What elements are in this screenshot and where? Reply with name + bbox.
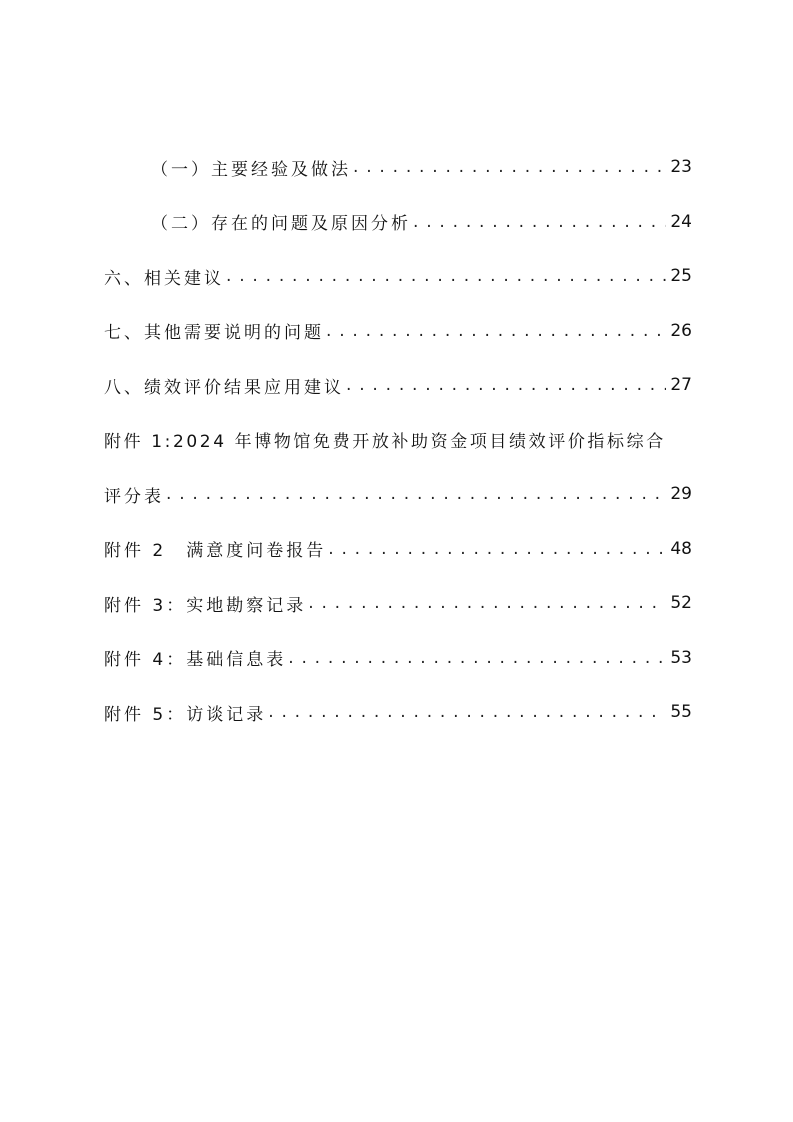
toc-entry-title: （二）存在的问题及原因分析 <box>151 214 411 235</box>
toc-entry[interactable] <box>104 685 692 740</box>
table-of-contents <box>104 140 692 740</box>
toc-entry-wrapped-second-line[interactable] <box>104 467 692 522</box>
toc-page-number: 26 <box>670 320 692 341</box>
toc-page-number: 53 <box>670 647 692 668</box>
toc-page-number: 55 <box>670 702 692 723</box>
toc-entry[interactable] <box>104 140 692 195</box>
toc-entry[interactable] <box>104 358 692 413</box>
toc-entry[interactable] <box>104 576 692 631</box>
toc-entry-title: 附件 3：实地勘察记录 <box>104 595 307 616</box>
toc-entry[interactable] <box>104 631 692 686</box>
toc-entry-title: 六、相关建议 <box>104 268 224 289</box>
toc-entry-title: 附件 4：基础信息表 <box>104 650 287 671</box>
toc-entry-title: （一）主要经验及做法 <box>151 159 351 180</box>
toc-leader-dots <box>166 484 666 504</box>
toc-leader-dots <box>413 212 666 232</box>
toc-entry-title: 八、绩效评价结果应用建议 <box>104 377 344 398</box>
toc-leader-dots <box>288 648 666 668</box>
toc-leader-dots <box>328 539 666 559</box>
toc-page-number: 52 <box>670 593 692 614</box>
toc-page-number: 29 <box>670 484 692 505</box>
toc-leader-dots <box>226 266 666 286</box>
toc-entry[interactable] <box>104 249 692 304</box>
toc-page-number: 27 <box>670 375 692 396</box>
toc-leader-dots <box>308 593 666 613</box>
toc-leader-dots <box>268 702 666 722</box>
toc-leader-dots <box>353 157 666 177</box>
toc-entry-title-continued: 评分表 <box>104 486 164 507</box>
toc-entry-title: 附件 1:2024 年博物馆免费开放补助资金项目绩效评价指标综合 <box>104 432 666 453</box>
toc-page-number: 23 <box>670 157 692 178</box>
toc-page-number: 48 <box>670 538 692 559</box>
toc-leader-dots <box>326 321 666 341</box>
toc-entry[interactable] <box>104 304 692 359</box>
toc-entry-title: 附件 5：访谈记录 <box>104 704 267 725</box>
toc-entry-wrapped-first-line[interactable] <box>104 413 692 468</box>
toc-entry[interactable] <box>104 195 692 250</box>
toc-entry[interactable] <box>104 522 692 577</box>
toc-entry-title: 附件 2 满意度问卷报告 <box>104 541 327 562</box>
toc-entry-title: 七、其他需要说明的问题 <box>104 323 324 344</box>
toc-page-number: 24 <box>670 211 692 232</box>
toc-page-number: 25 <box>670 266 692 287</box>
toc-leader-dots <box>346 375 666 395</box>
